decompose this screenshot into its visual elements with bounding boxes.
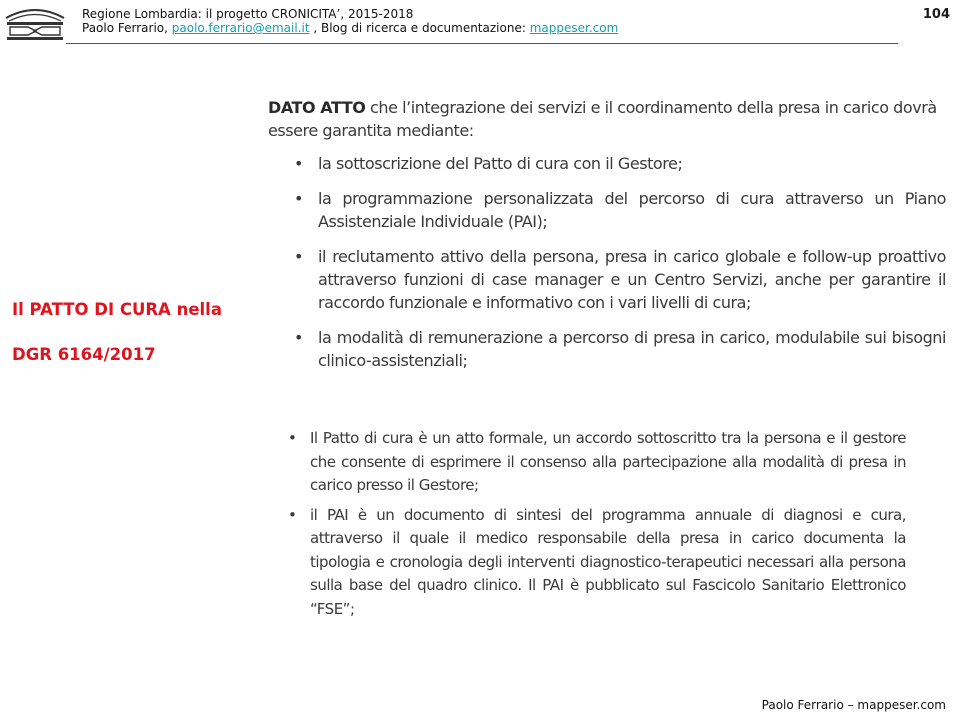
excerpt-definitions bbox=[288, 427, 906, 627]
bullet-icon: • bbox=[294, 189, 303, 208]
header-title: Regione Lombardia: il progetto CRONICITA’, 2015-2018 bbox=[82, 7, 414, 21]
bullet-icon: • bbox=[294, 247, 303, 266]
blog-link[interactable]: mappeser.com bbox=[529, 21, 619, 35]
side-title-rest: nella bbox=[170, 300, 222, 319]
page-number: 104 bbox=[922, 7, 950, 22]
bullet-list bbox=[268, 152, 946, 372]
list-item-text: la sottoscrizione del Patto di cura con il Gestore; bbox=[318, 154, 683, 173]
list-item bbox=[268, 187, 946, 233]
bullet-list bbox=[288, 427, 906, 621]
list-item bbox=[268, 152, 946, 175]
list-item bbox=[288, 504, 906, 622]
list-item bbox=[288, 427, 906, 498]
side-title-line2: DGR 6164/2017 bbox=[12, 345, 156, 364]
bullet-icon: • bbox=[294, 154, 303, 173]
handshake-logo bbox=[4, 4, 66, 42]
list-item-text: la modalità di remunerazione a percorso di presa in carico, modulabile sui bisogni clinico-assistenziali; bbox=[318, 328, 946, 370]
list-item-text: la programmazione personalizzata del percorso di cura attraverso un Piano Assistenziale Individuale (PAI); bbox=[318, 189, 946, 231]
intro-paragraph bbox=[268, 96, 946, 142]
excerpt-dato-atto bbox=[268, 96, 946, 384]
header-author-line bbox=[82, 21, 618, 35]
list-item bbox=[268, 245, 946, 314]
author-name: Paolo Ferrario, bbox=[82, 21, 172, 35]
list-item bbox=[268, 326, 946, 372]
footer-credit: Paolo Ferrario – mappeser.com bbox=[761, 698, 946, 712]
list-item-text: il reclutamento attivo della persona, presa in carico globale e follow-up proattivo attraverso funzioni di case manager e un Centro Servizi, anche per garantire il raccordo funzionale e informativo con i vari livelli di cura; bbox=[318, 247, 946, 312]
list-item-text: il PAI è un documento di sintesi del programma annuale di diagnosi e cura, attraverso il quale il medico responsabile della presa in carico documenta la tipologia e cronologia degli interventi diagnostico-terapeutici necessari alla persona sulla base del quadro clinico. Il PAI è pubblicato sul Fascicolo Sanitario Elettronico “FSE”; bbox=[310, 505, 906, 618]
side-title-line1 bbox=[12, 300, 222, 319]
side-title-highlight: Il PATTO DI CURA bbox=[12, 300, 171, 319]
list-item-text: Il Patto di cura è un atto formale, un accordo sottoscritto tra la persona e il gestore che consente di esprimere il consenso alla partecipazione alla modalità di presa in carico presso il Gestore; bbox=[310, 429, 906, 494]
intro-text: che l’integrazione dei servizi e il coordinamento della presa in carico dovrà essere garantita mediante: bbox=[268, 98, 937, 140]
bullet-icon: • bbox=[288, 505, 297, 524]
bullet-icon: • bbox=[294, 328, 303, 347]
intro-bold: DATO ATTO bbox=[268, 98, 366, 117]
header-divider bbox=[66, 43, 898, 44]
email-link[interactable]: paolo.ferrario@email.it bbox=[171, 21, 310, 35]
bullet-icon: • bbox=[288, 429, 297, 447]
blog-label: , Blog di ricerca e documentazione: bbox=[309, 21, 530, 35]
